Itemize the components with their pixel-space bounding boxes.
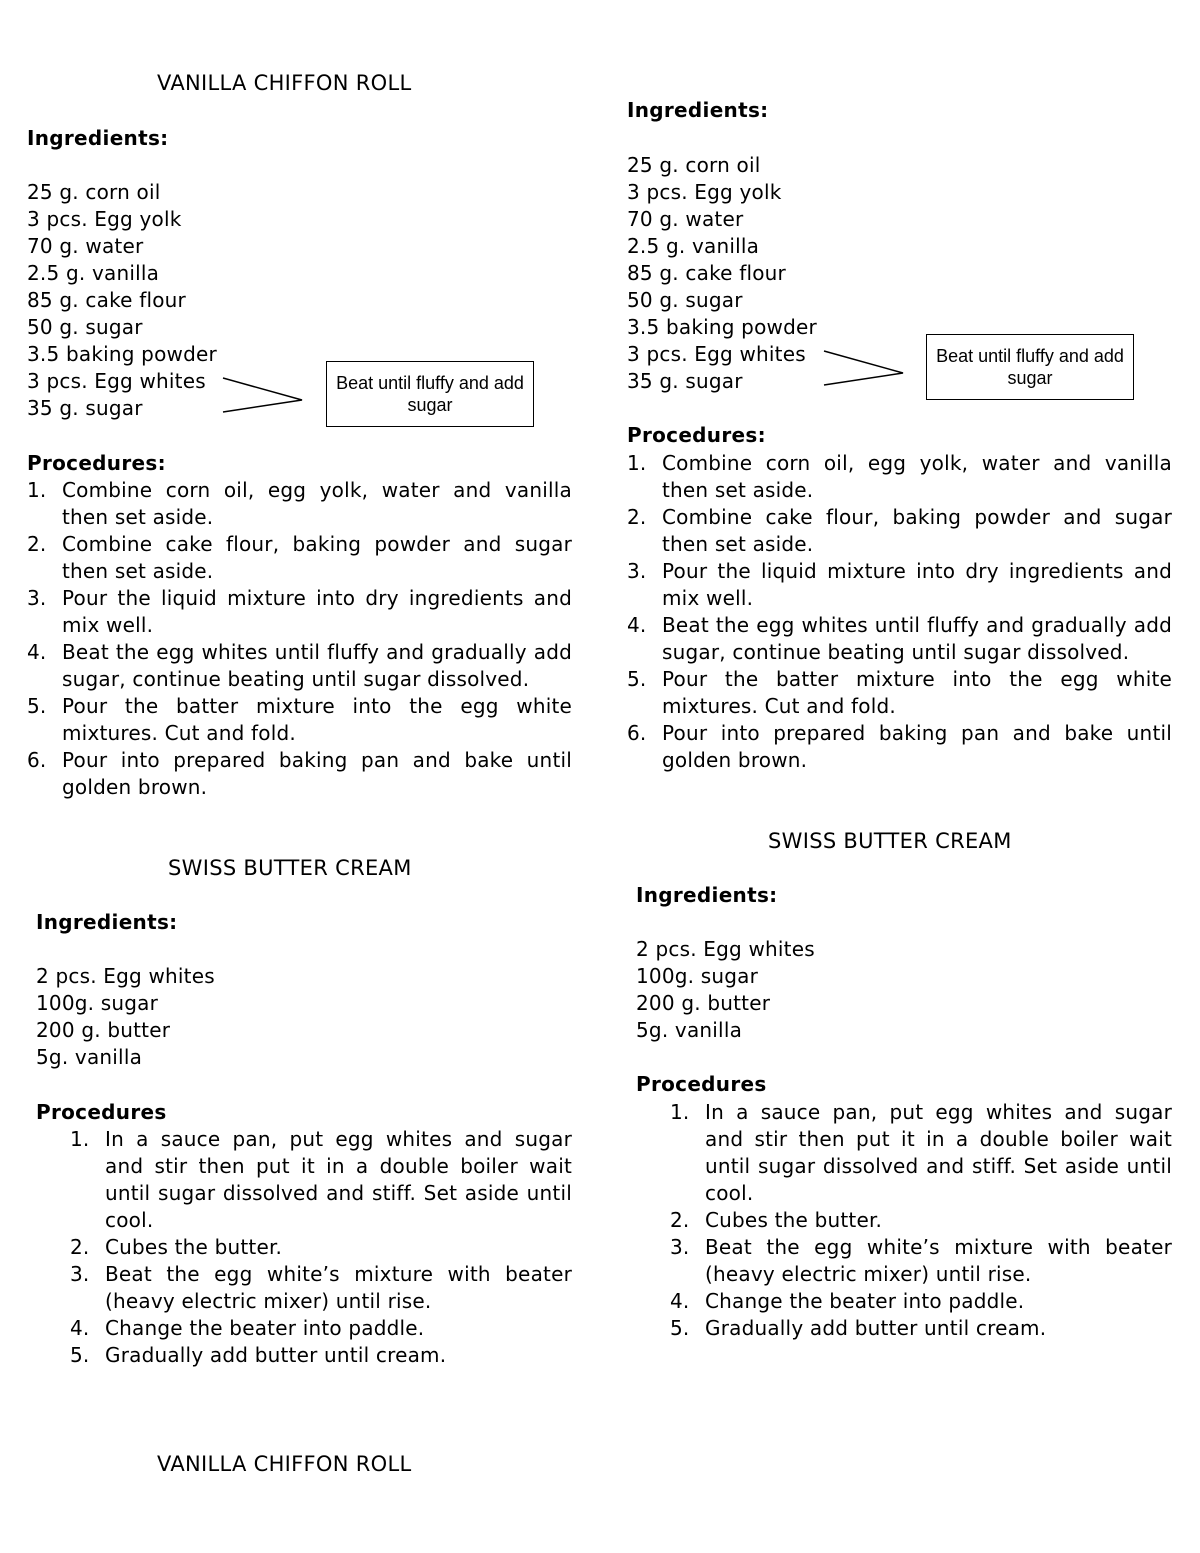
left-swiss-ingredients-list [36,963,215,1071]
procedure-step [670,1099,1172,1207]
step-number: 3. [70,1262,90,1286]
left-swiss-procedures-list [70,1126,572,1369]
step-text: In a sauce pan, put egg whites and sugar and stir then put it in a double boiler wait until sugar dissolved and stiff. Set aside until cool. [705,1100,1172,1205]
step-number: 3. [27,586,47,610]
step-text: Cubes the butter. [105,1235,283,1259]
right-swiss-title: SWISS BUTTER CREAM [768,829,1012,853]
right-swiss-procedures-heading: Procedures [636,1072,767,1096]
ingredient-item: 35 g. sugar [27,396,143,420]
procedure-step [627,720,1172,774]
right-chiffon-ingredients-list [627,152,817,395]
left-callout-box [326,361,534,427]
step-number: 1. [627,451,647,475]
procedure-step [70,1315,572,1342]
ingredient-item: 85 g. cake flour [627,261,786,285]
step-text: Cubes the butter. [705,1208,883,1232]
ingredient-item: 35 g. sugar [627,369,743,393]
left-swiss-ingredients-heading: Ingredients: [36,910,178,934]
ingredient-item: 3 pcs. Egg whites [27,369,206,393]
left-chiffon-title: VANILLA CHIFFON ROLL [157,71,412,95]
left-chiffon-procedures-list [27,477,572,801]
step-number: 1. [27,478,47,502]
step-text: Gradually add butter until cream. [705,1316,1047,1340]
step-text: In a sauce pan, put egg whites and sugar and stir then put it in a double boiler wait until sugar dissolved and stiff. Set aside until cool. [105,1127,572,1232]
procedure-step [627,558,1172,612]
step-number: 4. [27,640,47,664]
step-number: 6. [627,721,647,745]
ingredient-item: 70 g. water [27,234,144,258]
ingredient-item: 5g. vanilla [636,1018,743,1042]
step-text: Pour the liquid mixture into dry ingredients and mix well. [662,559,1172,610]
procedure-step [670,1288,1172,1315]
step-number: 5. [627,667,647,691]
ingredient-item: 50 g. sugar [627,288,743,312]
step-number: 4. [70,1316,90,1340]
procedure-step [627,666,1172,720]
step-number: 3. [670,1235,690,1259]
right-swiss-ingredients-list [636,936,815,1044]
ingredient-item: 3 pcs. Egg yolk [27,207,182,231]
left-footer-title: VANILLA CHIFFON ROLL [157,1452,412,1476]
step-text: Pour the batter mixture into the egg white mixtures. Cut and fold. [62,694,572,745]
procedure-step [627,450,1172,504]
step-text: Pour the batter mixture into the egg white mixtures. Cut and fold. [662,667,1172,718]
left-swiss-title: SWISS BUTTER CREAM [168,856,412,880]
ingredient-item: 3.5 baking powder [627,315,817,339]
step-number: 5. [70,1343,90,1367]
step-text: Beat the egg whites until fluffy and gradually add sugar, continue beating until sugar dissolved. [662,613,1172,664]
procedure-step [27,585,572,639]
step-number: 2. [627,505,647,529]
right-chiffon-procedures-list [627,450,1172,774]
procedure-step [27,747,572,801]
ingredient-item: 25 g. corn oil [627,153,761,177]
ingredient-item: 2 pcs. Egg whites [636,937,815,961]
step-text: Beat the egg white’s mixture with beater (heavy electric mixer) until rise. [705,1235,1172,1286]
ingredient-item: 25 g. corn oil [27,180,161,204]
callout-text: Beat until fluffy and add sugar [936,346,1124,388]
ingredient-item: 2.5 g. vanilla [627,234,760,258]
procedure-step [70,1261,572,1315]
step-number: 2. [27,532,47,556]
step-text: Combine corn oil, egg yolk, water and vanilla then set aside. [62,478,572,529]
step-text: Pour the liquid mixture into dry ingredients and mix well. [62,586,572,637]
procedure-step [70,1126,572,1234]
step-text: Pour into prepared baking pan and bake until golden brown. [62,748,572,799]
step-text: Beat the egg white’s mixture with beater (heavy electric mixer) until rise. [105,1262,572,1313]
procedure-step [670,1234,1172,1288]
procedure-step [670,1207,1172,1234]
right-swiss-procedures-list [670,1099,1172,1342]
procedure-step [70,1342,572,1369]
step-number: 6. [27,748,47,772]
procedure-step [627,612,1172,666]
ingredient-item: 3.5 baking powder [27,342,217,366]
step-number: 1. [670,1100,690,1124]
step-number: 5. [670,1316,690,1340]
step-number: 4. [670,1289,690,1313]
ingredient-item: 2 pcs. Egg whites [36,964,215,988]
procedure-step [27,531,572,585]
right-callout-box [926,334,1134,400]
right-callout-arrow-icon [821,345,911,390]
ingredient-item: 5g. vanilla [36,1045,143,1069]
left-chiffon-procedures-heading: Procedures: [27,451,166,475]
left-chiffon-ingredients-heading: Ingredients: [27,126,169,150]
step-text: Beat the egg whites until fluffy and gradually add sugar, continue beating until sugar dissolved. [62,640,572,691]
ingredient-item: 3 pcs. Egg yolk [627,180,782,204]
ingredient-item: 70 g. water [627,207,744,231]
step-text: Change the beater into paddle. [105,1316,425,1340]
ingredient-item: 100g. sugar [636,964,759,988]
step-number: 5. [27,694,47,718]
ingredient-item: 3 pcs. Egg whites [627,342,806,366]
callout-text: Beat until fluffy and add sugar [336,373,524,415]
step-number: 2. [70,1235,90,1259]
procedure-step [670,1315,1172,1342]
step-text: Change the beater into paddle. [705,1289,1025,1313]
left-swiss-procedures-heading: Procedures [36,1100,167,1124]
ingredient-item: 200 g. butter [636,991,771,1015]
left-callout-arrow-icon [220,372,310,417]
procedure-step [627,504,1172,558]
ingredient-item: 200 g. butter [36,1018,171,1042]
step-number: 2. [670,1208,690,1232]
right-chiffon-procedures-heading: Procedures: [627,423,766,447]
ingredient-item: 85 g. cake flour [27,288,186,312]
ingredient-item: 2.5 g. vanilla [27,261,160,285]
right-swiss-ingredients-heading: Ingredients: [636,883,778,907]
procedure-step [27,639,572,693]
procedure-step [27,477,572,531]
step-text: Gradually add butter until cream. [105,1343,447,1367]
step-number: 3. [627,559,647,583]
procedure-step [27,693,572,747]
ingredient-item: 100g. sugar [36,991,159,1015]
ingredient-item: 50 g. sugar [27,315,143,339]
step-number: 4. [627,613,647,637]
step-text: Pour into prepared baking pan and bake until golden brown. [662,721,1172,772]
left-chiffon-ingredients-list [27,179,217,422]
step-text: Combine cake flour, baking powder and sugar then set aside. [662,505,1172,556]
step-number: 1. [70,1127,90,1151]
step-text: Combine cake flour, baking powder and sugar then set aside. [62,532,572,583]
step-text: Combine corn oil, egg yolk, water and vanilla then set aside. [662,451,1172,502]
procedure-step [70,1234,572,1261]
right-chiffon-ingredients-heading: Ingredients: [627,98,769,122]
